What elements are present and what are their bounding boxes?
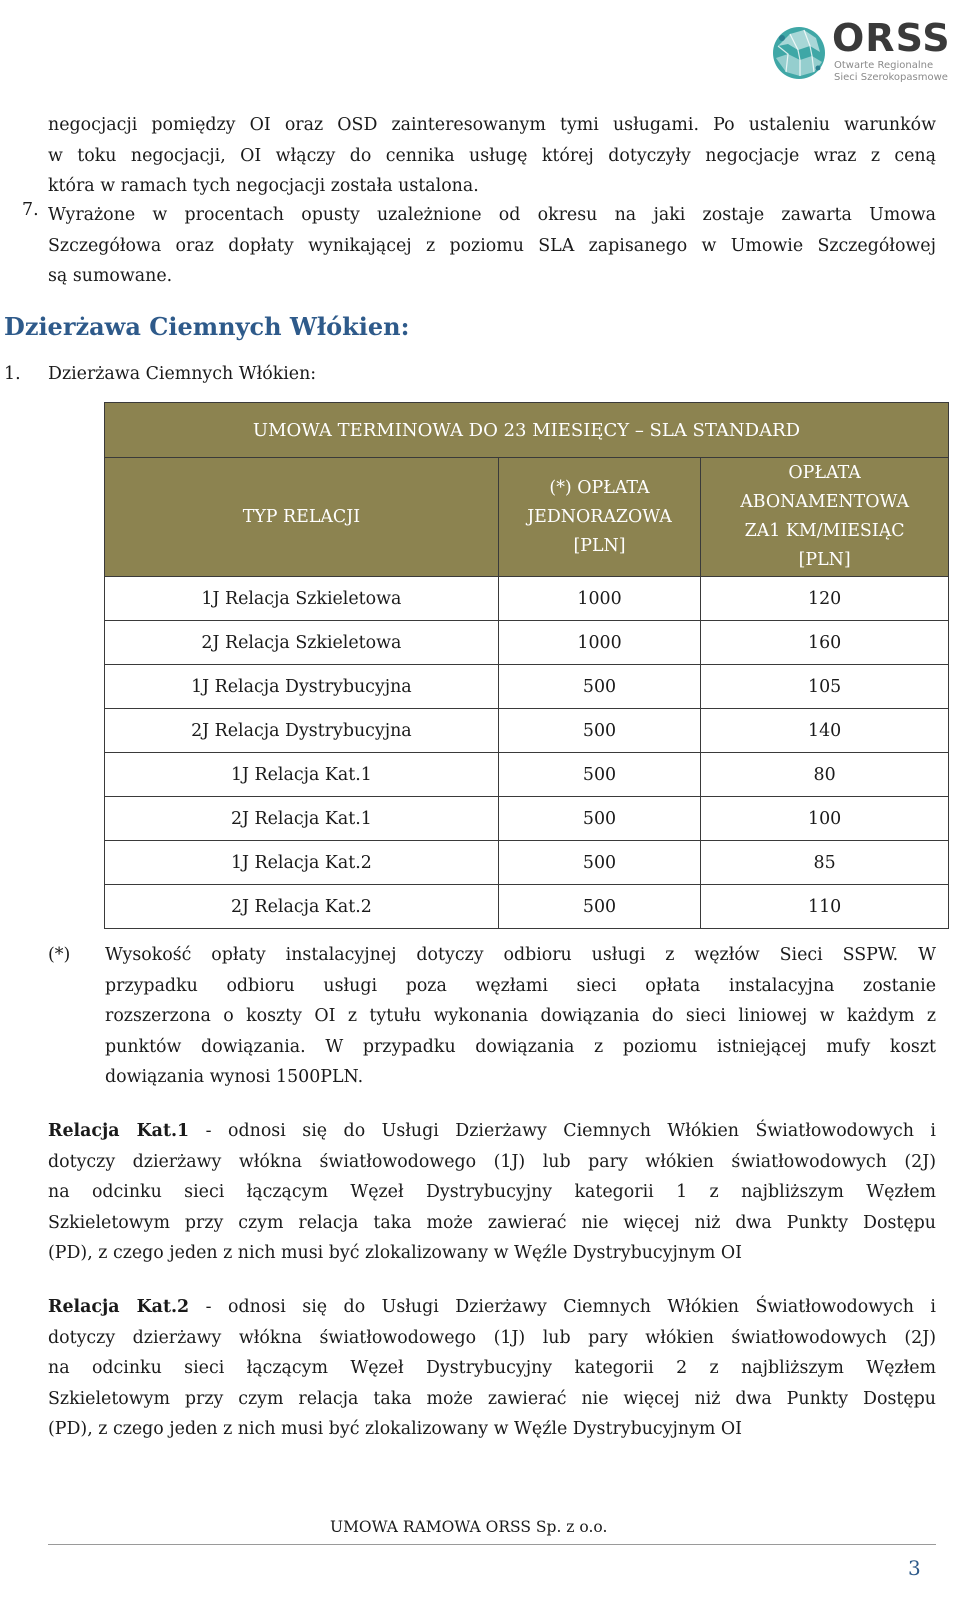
cell-one-time-fee: 500	[498, 665, 700, 709]
header-one-time-fee	[498, 458, 700, 577]
text-line	[48, 1292, 936, 1323]
cell-monthly-fee: 85	[701, 841, 949, 885]
table-row	[105, 753, 949, 797]
cell-relation-type: 2J Relacja Kat.2	[105, 885, 499, 929]
cell-relation-type: 1J Relacja Kat.1	[105, 753, 499, 797]
cell-one-time-fee: 1000	[498, 621, 700, 665]
logo-subtitle-2: Sieci Szerokopasmowe	[834, 72, 948, 83]
table-row	[105, 621, 949, 665]
text-line: dowiązania wynosi 1500PLN.	[105, 1067, 364, 1087]
text-line: są sumowane.	[48, 266, 173, 286]
header-line: OPŁATA	[788, 463, 861, 483]
text-line: Wysokość opłaty instalacyjnej dotyczy odbioru usługi z węzłów Sieci SSPW. W	[105, 945, 936, 965]
cell-one-time-fee: 1000	[498, 577, 700, 621]
text-line: w toku negocjacji, OI włączy do cennika usługę której dotyczyły negocjacje wraz z ceną	[48, 145, 936, 166]
globe-logo-icon	[770, 24, 828, 82]
cell-one-time-fee: 500	[498, 753, 700, 797]
text-line: negocjacji pomiędzy OI oraz OSD zainteresowanym tymi usługami. Po ustaleniu warunków	[48, 115, 936, 135]
header-line: ABONAMENTOWA	[740, 492, 910, 512]
table-row	[105, 841, 949, 885]
item-7-number: 7.	[22, 200, 39, 220]
text-line: (PD), z czego jeden z nich musi być zlokalizowany w Węźle Dystrybucyjnym OI	[48, 1243, 743, 1263]
intro-paragraph	[48, 110, 936, 202]
list-number: 1.	[4, 364, 21, 384]
text-line: która w ramach tych negocjacji została ustalona.	[48, 176, 479, 196]
text-line: Wyrażone w procentach opusty uzależnione od okresu na jaki zostaje zawarta Umowa	[48, 205, 936, 225]
cell-relation-type: 1J Relacja Szkieletowa	[105, 577, 499, 621]
header-relation-type: TYP RELACJI	[105, 458, 499, 577]
cell-monthly-fee: 160	[701, 621, 949, 665]
table-row	[105, 797, 949, 841]
table-row	[105, 665, 949, 709]
footnote-paragraph	[105, 940, 936, 1093]
kat2-term: Relacja Kat.2	[48, 1297, 190, 1317]
text-line: rozszerzona o koszty OI z tytułu wykonania dowiązania do sieci liniowej w każdym z	[105, 1006, 936, 1026]
table-row	[105, 577, 949, 621]
item-7-paragraph	[48, 200, 936, 292]
orss-logo	[770, 16, 955, 88]
header-line: [PLN]	[573, 535, 626, 556]
cell-one-time-fee: 500	[498, 841, 700, 885]
kat1-first-line: - odnosi się do Usługi Dzierżawy Ciemnych Włókien Światłowodowych i	[189, 1121, 936, 1141]
table-title: UMOWA TERMINOWA DO 23 MIESIĘCY – SLA STANDARD	[105, 403, 949, 458]
table-row	[105, 709, 949, 753]
header-line: (*) OPŁATA	[549, 477, 650, 498]
text-line: Szczegółowa oraz dopłaty wynikającej z poziomu SLA zapisanego w Umowie Szczegółowej	[48, 235, 936, 256]
table-row	[105, 885, 949, 929]
text-line: przypadku odbioru usługi poza węzłami sieci opłata instalacyjna zostanie	[105, 975, 936, 996]
header-line: ZA1 KM/MIESIĄC	[744, 521, 905, 541]
header-line: JEDNORAZOWA	[527, 506, 672, 527]
logo-subtitle-1: Otwarte Regionalne	[834, 60, 934, 71]
cell-relation-type: 1J Relacja Kat.2	[105, 841, 499, 885]
kat1-paragraph	[48, 1116, 936, 1269]
text-line: (PD), z czego jeden z nich musi być zlokalizowany w Węźle Dystrybucyjnym OI	[48, 1419, 743, 1439]
list-text: Dzierżawa Ciemnych Włókien:	[48, 364, 317, 384]
cell-monthly-fee: 80	[701, 753, 949, 797]
cell-monthly-fee: 110	[701, 885, 949, 929]
text-line: na odcinku sieci łączącym Węzeł Dystrybucyjny kategorii 2 z najbliższym Węzłem	[48, 1358, 936, 1378]
cell-monthly-fee: 105	[701, 665, 949, 709]
kat1-term: Relacja Kat.1	[48, 1121, 190, 1141]
logo-name: ORSS	[832, 16, 951, 60]
tariff-table	[104, 402, 949, 929]
text-line: Szkieletowym przy czym relacja taka może zawierać nie więcej niż dwa Punkty Dostępu	[48, 1212, 936, 1233]
text-line: dotyczy dzierżawy włókna światłowodowego (1J) lub pary włókien światłowodowych (2J)	[48, 1151, 936, 1172]
footer-divider	[48, 1544, 936, 1545]
cell-relation-type: 2J Relacja Dystrybucyjna	[105, 709, 499, 753]
text-line: na odcinku sieci łączącym Węzeł Dystrybucyjny kategorii 1 z najbliższym Węzłem	[48, 1182, 936, 1202]
page-number: 3	[908, 1556, 921, 1580]
cell-one-time-fee: 500	[498, 709, 700, 753]
text-line: dotyczy dzierżawy włókna światłowodowego (1J) lub pary włókien światłowodowych (2J)	[48, 1327, 936, 1348]
kat2-first-line: - odnosi się do Usługi Dzierżawy Ciemnych Włókien Światłowodowych i	[189, 1297, 936, 1317]
cell-monthly-fee: 120	[701, 577, 949, 621]
text-line	[48, 1116, 936, 1147]
cell-relation-type: 1J Relacja Dystrybucyjna	[105, 665, 499, 709]
header-monthly-fee	[701, 458, 949, 577]
cell-one-time-fee: 500	[498, 885, 700, 929]
kat2-paragraph	[48, 1292, 936, 1445]
cell-relation-type: 2J Relacja Szkieletowa	[105, 621, 499, 665]
footer-text: UMOWA RAMOWA ORSS Sp. z o.o.	[330, 1518, 608, 1536]
cell-relation-type: 2J Relacja Kat.1	[105, 797, 499, 841]
footnote-mark: (*)	[48, 945, 71, 965]
text-line: punktów dowiązania. W przypadku dowiązania z poziomu istniejącej mufy koszt	[105, 1036, 936, 1057]
cell-one-time-fee: 500	[498, 797, 700, 841]
text-line: Szkieletowym przy czym relacja taka może zawierać nie więcej niż dwa Punkty Dostępu	[48, 1388, 936, 1409]
cell-monthly-fee: 100	[701, 797, 949, 841]
header-line: [PLN]	[798, 550, 851, 570]
section-heading: Dzierżawa Ciemnych Włókien:	[4, 312, 410, 341]
cell-monthly-fee: 140	[701, 709, 949, 753]
